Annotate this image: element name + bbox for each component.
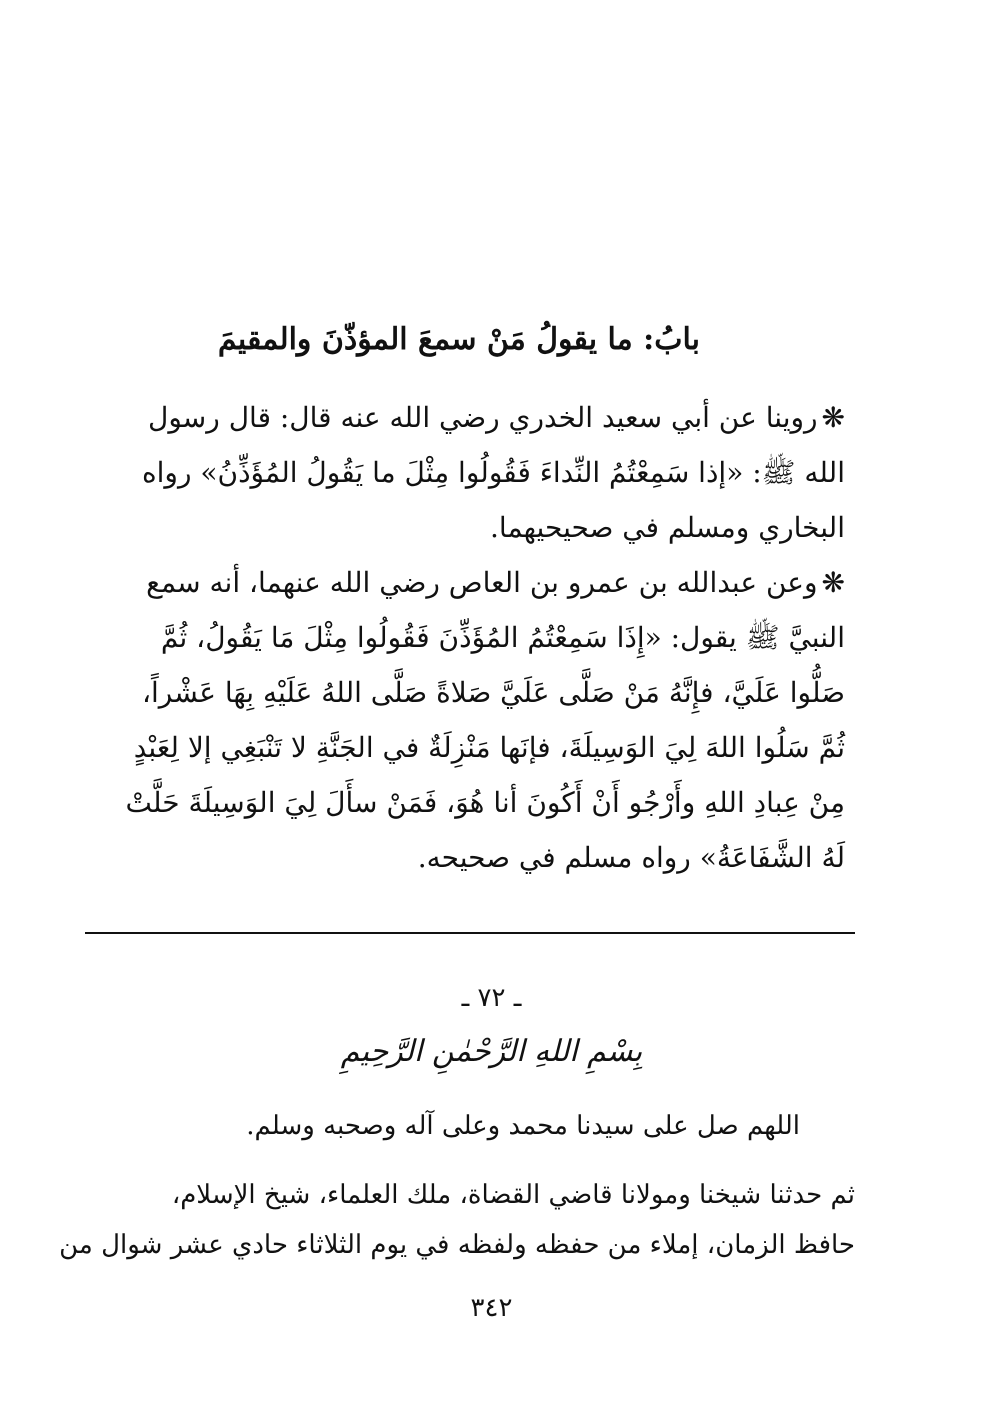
narration-paragraph bbox=[59, 1170, 855, 1270]
paragraph-line: ثم حدثنا شيخنا ومولانا قاضي القضاة، ملك العلماء، شيخ الإسلام، bbox=[171, 1180, 855, 1210]
hadith-paragraph-2 bbox=[85, 555, 845, 885]
paragraph-line: صَلُّوا عَلَيَّ، فإِنَّهُ مَنْ صَلَّى عَلَيَّ صَلاةً صَلَّى اللهُ عَلَيْهِ بِهَا عَشْراً، bbox=[141, 676, 845, 709]
asterisk-marker-icon: ❋ bbox=[821, 566, 845, 599]
paragraph-line: مِنْ عِبادِ اللهِ وأَرْجُو أَنْ أَكُونَ أنا هُوَ، فَمَنْ سأَلَ لِيَ الوَسِيلَةَ حَلَّتْ bbox=[125, 786, 845, 819]
chapter-title: بابُ: ما يقولُ مَنْ سمعَ المؤذّنَ والمقيمَ bbox=[217, 322, 700, 357]
paragraph-line: حافظ الزمان، إملاء من حفظه ولفظه في يوم الثلاثاء حادي عشر شوال من bbox=[59, 1230, 855, 1260]
prayer-line: اللهم صل على سيدنا محمد وعلى آله وصحبه وسلم. bbox=[246, 1111, 800, 1141]
paragraph-line: لَهُ الشَّفَاعَةُ» رواه مسلم في صحيحه. bbox=[417, 841, 845, 874]
paragraph-line-text: روينا عن أبي سعيد الخدري رضي الله عنه قال: قال رسول bbox=[148, 401, 818, 434]
page-number: ٣٤٢ bbox=[470, 1293, 513, 1323]
asterisk-marker-icon: ❋ bbox=[821, 401, 845, 434]
paragraph-line: ثُمَّ سَلُوا اللهَ لِيَ الوَسِيلَةَ، فإنَها مَنْزِلَةٌ في الجَنَّةِ لا تَنْبَغِي إلا لِعَبْدٍ bbox=[133, 731, 845, 764]
paragraph-line: الله ﷺ: «إذا سَمِعْتُمُ النِّداءَ فَقُولُوا مِثْلَ ما يَقُولُ المُؤَذِّنُ» رواه bbox=[141, 456, 845, 489]
hadith-paragraph-1 bbox=[85, 390, 845, 555]
basmala: بِسْمِ اللهِ الرَّحْمٰنِ الرَّحِيمِ bbox=[340, 1034, 643, 1069]
chapter-number: ـ ٧٢ ـ bbox=[461, 983, 522, 1013]
paragraph-line bbox=[85, 555, 845, 610]
section-divider bbox=[85, 932, 855, 934]
paragraph-line bbox=[85, 390, 845, 445]
paragraph-line: البخاري ومسلم في صحيحيهما. bbox=[490, 511, 845, 544]
paragraph-line: النبيَّ ﷺ يقول: «إِذَا سَمِعْتُمُ المُؤَذِّنَ فَقُولُوا مِثْلَ مَا يَقُولُ، ثُمَّ bbox=[160, 621, 845, 654]
paragraph-line-text: وعن عبدالله بن عمرو بن العاص رضي الله عنهما، أنه سمع bbox=[146, 566, 818, 599]
